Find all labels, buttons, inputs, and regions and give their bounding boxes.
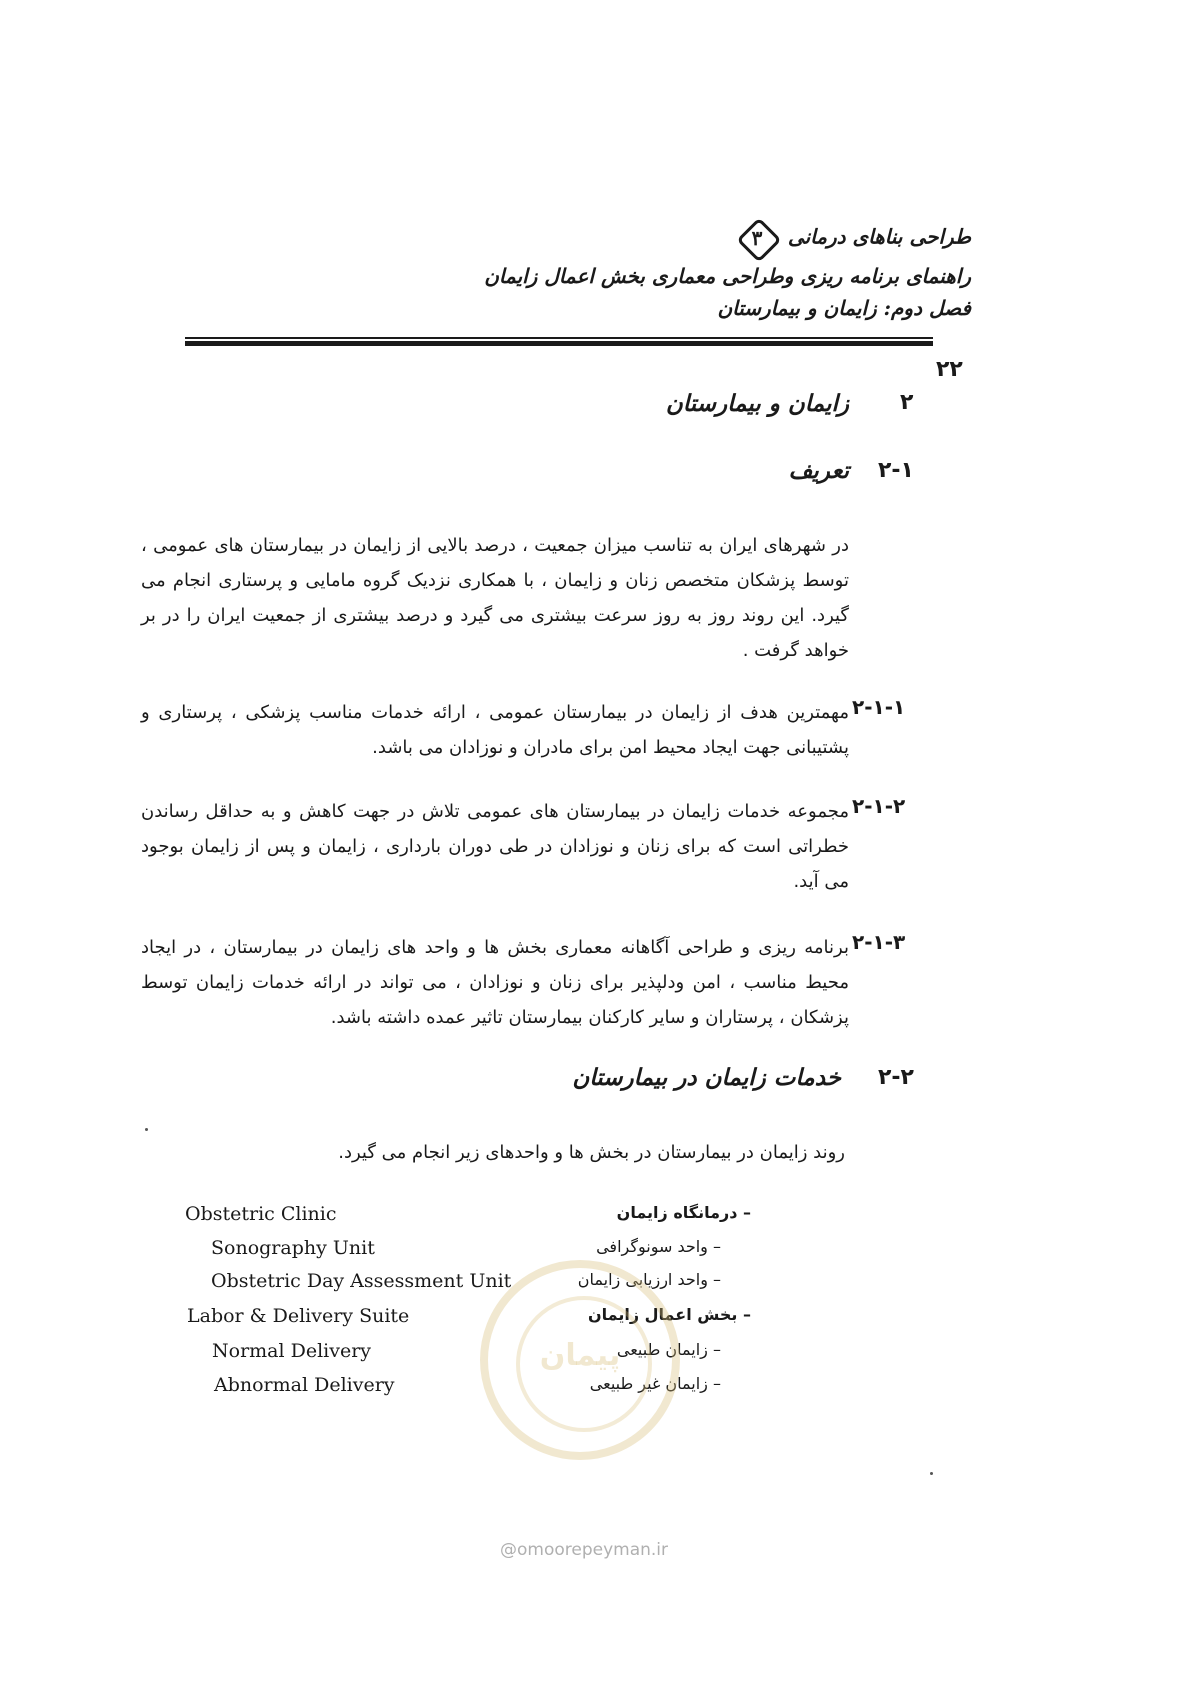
watermark-seal xyxy=(480,1260,680,1460)
list-item-fa: – واحد سونوگرافی xyxy=(596,1237,721,1256)
header-rule-thick xyxy=(185,341,933,346)
subsection-title: خدمات زایمان در بیمارستان xyxy=(572,1064,841,1091)
watermark-url: @omoorepeyman.ir xyxy=(500,1540,669,1560)
list-item-en: Normal Delivery xyxy=(212,1340,372,1362)
list-item-en: Labor & Delivery Suite xyxy=(187,1305,410,1327)
list-item-en: Sonography Unit xyxy=(211,1237,375,1259)
seal-text: پیمان xyxy=(539,1338,621,1373)
item-number: ۲-۱-۳ xyxy=(852,930,906,954)
subsection-title: تعریف xyxy=(788,457,849,484)
chapter-title: فصل دوم: زایمان و بیمارستان xyxy=(717,296,971,320)
subsection-number: ۲-۱ xyxy=(878,458,914,483)
intro-paragraph: در شهرهای ایران به تناسب میزان جمعیت ، درصد بالایی از زایمان در بیمارستان های عمومی ، توسط پزشکان متخصص زنان و زایمان ، با همکاری نزدیک گروه مامایی و پرستاری انجام می گیرد. این روند روز به روز سرعت بیشتری می گیرد و درصد بیشتری از جمعیت ایران را در بر خواهد گرفت . xyxy=(141,535,849,661)
list-intro: روند زایمان در بیمارستان در بخش ها و واحدهای زیر انجام می گیرد. xyxy=(338,1142,845,1163)
scan-speck xyxy=(145,1128,148,1131)
list-item-fa: – درمانگاه زایمان xyxy=(616,1203,751,1222)
volume-badge xyxy=(739,220,775,256)
header-rule-thin xyxy=(185,337,933,339)
item-number: ۲-۱-۲ xyxy=(852,794,906,818)
scan-speck xyxy=(930,1472,933,1475)
list-item-fa: – واحد ارزیابی زایمان xyxy=(577,1270,721,1289)
list-item-fa: – زایمان طبیعی xyxy=(616,1340,721,1359)
subsection-number: ۲-۲ xyxy=(878,1065,914,1090)
item-paragraph: مهمترین هدف از زایمان در بیمارستان عمومی ، ارائه خدمات مناسب پزشکی ، پرستاری و پشتیبانی جهت ایجاد محیط امن برای مادران و نوزادان می باشد. xyxy=(141,702,849,758)
list-item-en: Abnormal Delivery xyxy=(214,1374,395,1396)
item-number: ۲-۱-۱ xyxy=(852,695,906,719)
section-title: زایمان و بیمارستان xyxy=(665,390,849,417)
series-title: طراحی بناهای درمانی xyxy=(787,224,971,249)
list-item-fa: – زایمان غیر طبیعی xyxy=(589,1374,721,1393)
guide-title: راهنمای برنامه ریزی وطراحی معماری بخش اعمال زایمان xyxy=(484,264,971,288)
item-paragraph: برنامه ریزی و طراحی آگاهانه معماری بخش ها و واحد های زایمان در بیمارستان ، در ایجاد محیط مناسب ، امن ودلپذیر برای زنان و نوزادان ، می تواند در ارائه خدمات زایمان توسط پزشکان ، پرستاران و سایر کارکنان بیمارستان تاثیر عمده داشته باشد. xyxy=(141,937,849,1028)
list-item-en: Obstetric Day Assessment Unit xyxy=(211,1270,512,1292)
list-item-fa: – بخش اعمال زایمان xyxy=(588,1305,751,1324)
volume-number: ۳ xyxy=(751,226,763,250)
item-paragraph: مجموعه خدمات زایمان در بیمارستان های عمومی تلاش در جهت کاهش و به حداقل رساندن خطراتی است که برای زنان و نوزادان در طی دوران بارداری ، زایمان و پس از زایمان بوجود می آید. xyxy=(141,801,849,892)
list-item-en: Obstetric Clinic xyxy=(185,1203,337,1225)
series-title-line xyxy=(739,220,971,256)
page-number: ۲۲ xyxy=(936,357,963,382)
section-number: ۲ xyxy=(900,390,914,415)
